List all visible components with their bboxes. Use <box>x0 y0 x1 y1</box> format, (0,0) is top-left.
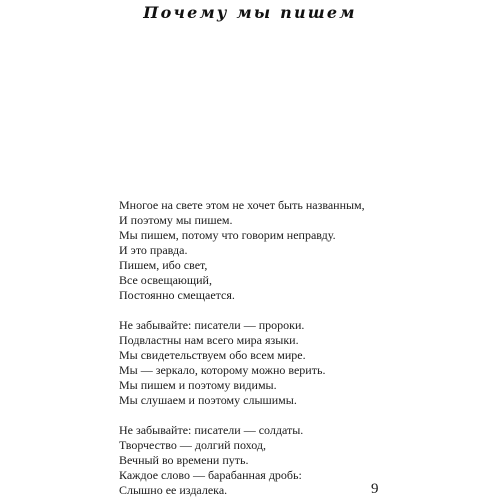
poem-line: Творчество — долгий поход, <box>119 438 266 452</box>
poem-line: Все освещающий, <box>119 273 212 287</box>
poem-line: Мы свидетельствуем обо всем мире. <box>119 348 306 362</box>
poem-line: Пишем, ибо свет, <box>119 258 208 272</box>
poem-line: Мы слушаем и поэтому слышимы. <box>119 393 297 407</box>
poem-line: Многое на свете этом не хочет быть названным, <box>119 198 365 212</box>
poem-line: Подвластны нам всего мира языки. <box>119 333 299 347</box>
poem-line: Мы — зеркало, которому можно верить. <box>119 363 326 377</box>
stanza-2 <box>119 318 449 408</box>
poem-line: Слышно ее издалека. <box>119 483 228 497</box>
poem-line: И поэтому мы пишем. <box>119 213 233 227</box>
poem-line: Мы пишем, потому что говорим неправду. <box>119 228 336 242</box>
poem-line: Не забывайте: писатели — солдаты. <box>119 423 304 437</box>
poem-line: Постоянно смещается. <box>119 288 235 302</box>
poem-body <box>119 198 449 498</box>
stanza-1 <box>119 198 449 303</box>
poem-line: И это правда. <box>119 243 188 257</box>
poem-line: Вечный во времени путь. <box>119 453 249 467</box>
page-number: 9 <box>371 481 379 497</box>
stanza-3 <box>119 423 449 498</box>
poem-line: Каждое слово — барабанная дробь: <box>119 468 302 482</box>
poem-line: Мы пишем и поэтому видимы. <box>119 378 277 392</box>
page-title: Почему мы пишем <box>143 3 357 22</box>
poem-line: Не забывайте: писатели — пророки. <box>119 318 305 332</box>
